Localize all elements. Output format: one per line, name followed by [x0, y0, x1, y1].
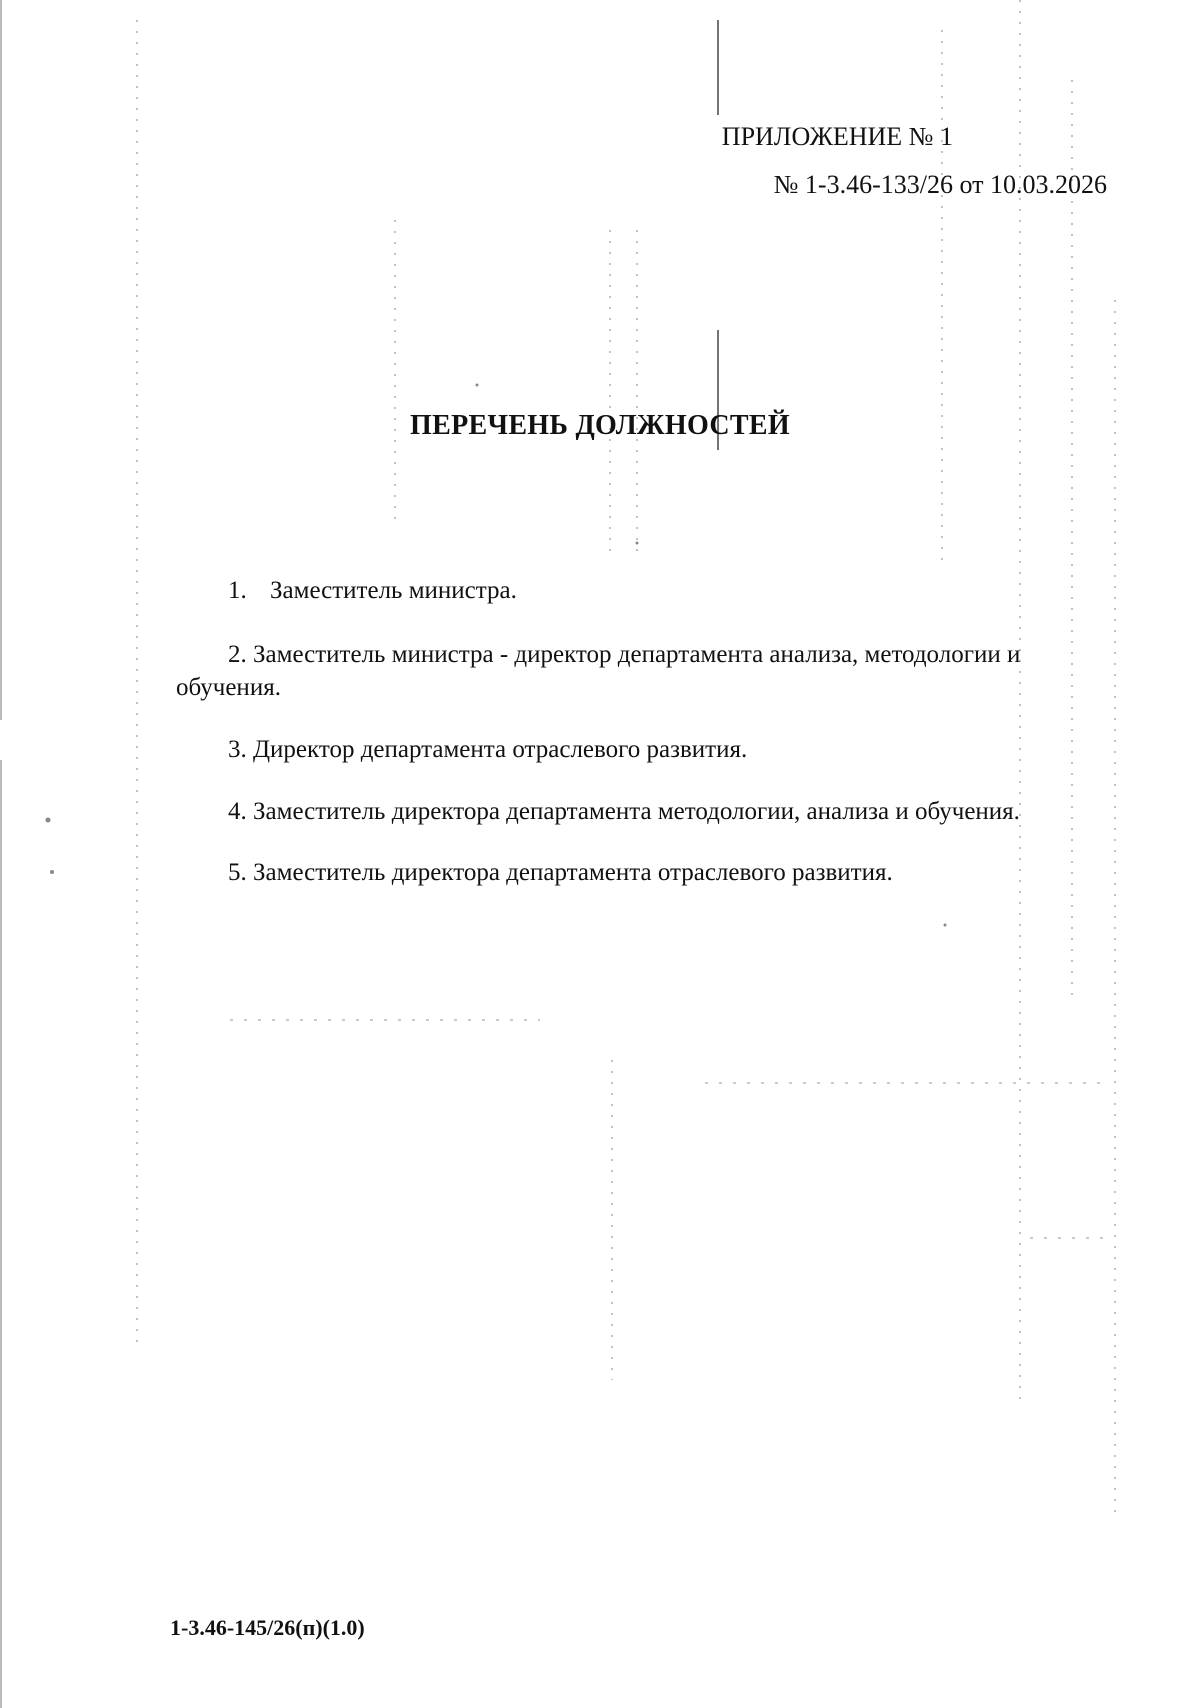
item-text: Заместитель министра. — [270, 577, 517, 604]
item-text: Директор департамента отраслевого развития. — [253, 736, 748, 763]
item-number: 4. — [228, 798, 247, 825]
item-text: Заместитель директора департамента отраслевого развития. — [253, 859, 893, 886]
item-number: 5. — [228, 859, 247, 886]
list-item — [228, 856, 893, 889]
document-reference: № 1-3.46-133/26 от 10.03.2026 — [773, 170, 1107, 199]
list-item — [228, 795, 1020, 828]
list-item — [228, 733, 747, 766]
item-number: 1. — [228, 577, 247, 604]
list-item — [228, 574, 517, 607]
document-code: 1-3.46-145/26(п)(1.0) — [170, 1615, 365, 1640]
item-number: 2. — [228, 641, 247, 668]
item-text: Заместитель директора департамента методологии, анализа и обучения. — [253, 798, 1020, 825]
list-item — [176, 638, 1126, 704]
item-text: Заместитель министра - директор департамента анализа, методологии и обучения. — [176, 641, 1021, 701]
item-number: 3. — [228, 736, 247, 763]
appendix-title: ПРИЛОЖЕНИЕ № 1 — [721, 122, 953, 151]
page-title: ПЕРЕЧЕНЬ ДОЛЖНОСТЕЙ — [410, 410, 790, 441]
